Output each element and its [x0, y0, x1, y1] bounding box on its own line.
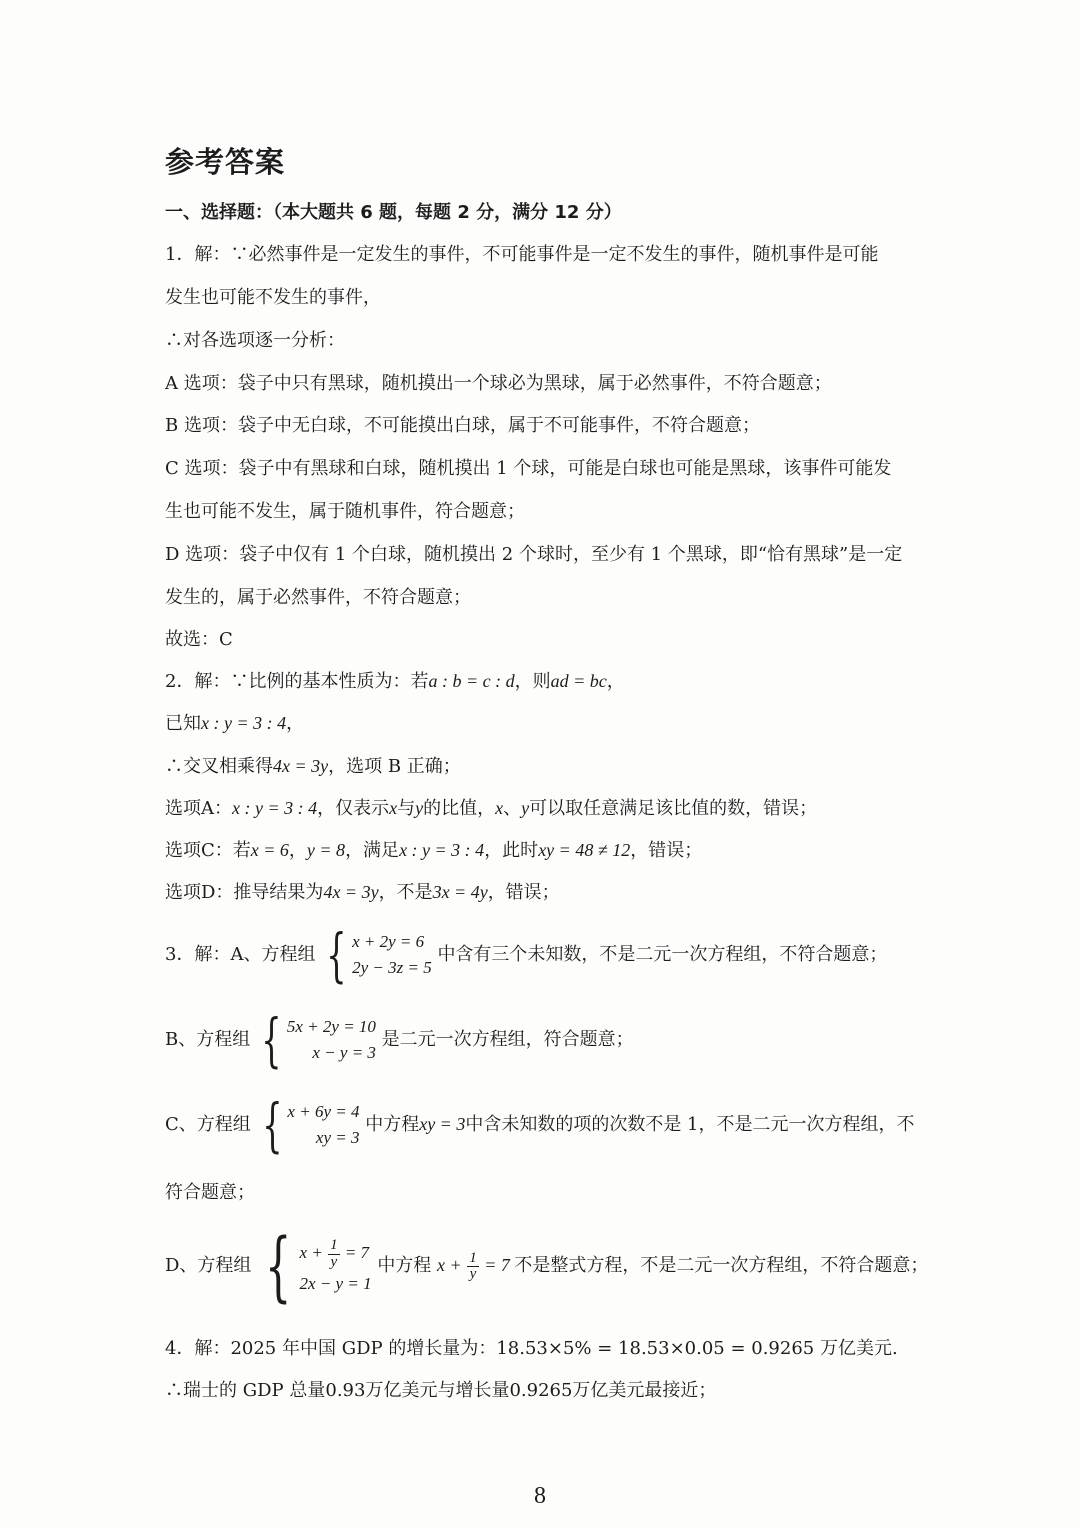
q2-text: ， — [288, 840, 307, 861]
q2-math: 4x = 3y — [323, 882, 379, 902]
q2-text: 已知 — [165, 713, 201, 734]
q2-text: 选项D：推导结果为 — [165, 882, 324, 903]
q2-math: x : y = 3 : 4 — [232, 798, 318, 818]
equation-part: = 7 — [484, 1255, 510, 1275]
q2-math: x = 6 — [250, 840, 289, 860]
fraction-denominator: y — [330, 1253, 338, 1270]
q1-line-3: ∴对各选项逐一分析： — [165, 330, 345, 351]
q1-option-d: D 选项：袋子中仅有 1 个白球，随机摸出 2 个球时，至少有 1 个黑球，即“恰有黑球”是一定 — [165, 544, 903, 565]
q2-text: 选项C：若 — [165, 840, 251, 861]
equation-part: x + — [437, 1255, 462, 1275]
q2-math: 3x = 4y — [432, 882, 488, 902]
q2-text: ，错误； — [487, 882, 560, 903]
section-heading: 一、选择题：（本大题共 6 题，每题 2 分，满分 12 分） — [165, 202, 622, 223]
page-title: 参考答案 — [165, 145, 286, 179]
q2-text: ，仅表示 — [317, 798, 390, 819]
equation-system — [321, 921, 432, 989]
q2-text: ，满足 — [345, 840, 400, 861]
q2-text: ， — [606, 671, 625, 692]
q3-text: 3．解：A、方程组 — [165, 944, 316, 965]
q2-math: y — [521, 798, 530, 818]
q3-text: C、方程组 — [165, 1114, 251, 1135]
q1-option-a: A 选项：袋子中只有黑球，随机摸出一个球必为黑球，属于必然事件，不符合题意； — [165, 373, 832, 394]
q2-text: 与 — [397, 798, 416, 819]
equation-part: = 7 — [344, 1242, 370, 1262]
q3-option-a — [165, 921, 888, 989]
q3-option-b — [165, 1006, 634, 1074]
q2-math: x — [389, 798, 398, 818]
q2-math: x — [495, 798, 504, 818]
q2-math: xy = 48 ≠ 12 — [538, 840, 631, 860]
brace-icon: { — [261, 1006, 282, 1074]
q1-option-d-cont: 发生的，属于必然事件，不符合题意； — [165, 587, 471, 608]
q2-text: 可以取任意满足该比值的数，错误； — [529, 798, 818, 819]
q2-text: 的比值， — [423, 798, 496, 819]
q1-option-b: B 选项：袋子中无白球，不可能摸出白球，属于不可能事件，不符合题意； — [165, 415, 760, 436]
q3-text: 中含未知数的项的次数不是 1，不是二元一次方程组，不 — [465, 1114, 915, 1135]
q2-option-c — [165, 836, 702, 862]
equation: x + 6y = 4 — [287, 1102, 360, 1121]
equation: 5x + 2y = 10 — [286, 1017, 376, 1036]
equation: x − y = 3 — [312, 1043, 376, 1062]
q2-text: 、 — [503, 798, 522, 819]
q3-text: 中方程 — [365, 1114, 420, 1135]
q3-option-d — [165, 1221, 929, 1310]
q1-line-1: 1．解：∵必然事件是一定发生的事件，不可能事件是一定不发生的事件，随机事件是可能 — [165, 244, 879, 265]
equation-system — [256, 1006, 376, 1074]
q2-math: x : y = 3 : 4 — [201, 713, 287, 733]
q2-line-2 — [165, 709, 304, 735]
equation: xy = 3 — [315, 1128, 360, 1147]
fraction-denominator: y — [469, 1266, 477, 1283]
q1-answer: 故选：C — [165, 629, 233, 650]
q2-math: 4x = 3y — [273, 756, 329, 776]
q2-math: y = 8 — [306, 840, 346, 860]
brace-icon: { — [265, 1221, 292, 1310]
q3-option-c — [165, 1091, 915, 1159]
q2-math: y — [415, 798, 424, 818]
equation: 2y − 3z = 5 — [352, 958, 432, 977]
q2-option-d — [165, 878, 560, 904]
q2-math: a : b = c : d — [428, 671, 515, 691]
fraction-numerator: 1 — [469, 1249, 477, 1266]
equation-part: x + — [299, 1242, 323, 1262]
q1-option-c-cont: 生也可能不发生，属于随机事件，符合题意； — [165, 501, 525, 522]
q2-text: ， — [286, 713, 305, 734]
q2-text: ∴交叉相乘得 — [165, 756, 273, 777]
q3-text: 中含有三个未知数，不是二元一次方程组，不符合题意； — [437, 944, 888, 965]
q2-text: 选项A： — [165, 798, 232, 819]
q2-option-a — [165, 794, 817, 820]
page-number: 8 — [534, 1483, 546, 1509]
q2-text: ，此时 — [484, 840, 539, 861]
q2-line-3 — [165, 752, 461, 778]
equation — [300, 1238, 372, 1271]
brace-icon: { — [261, 1091, 283, 1159]
brace-icon: { — [326, 921, 347, 989]
q3-text: 中方程 — [377, 1255, 432, 1276]
q1-option-c: C 选项：袋子中有黑球和白球，随机摸出 1 个球，可能是白球也可能是黑球，该事件可能发 — [165, 458, 892, 479]
equation-system — [257, 1221, 372, 1310]
q2-text: ，不是 — [378, 882, 433, 903]
q3-text: B、方程组 — [165, 1029, 251, 1050]
q3-text: 是二元一次方程组，符合题意； — [381, 1029, 634, 1050]
q2-line-1 — [165, 667, 625, 693]
q3-option-c-cont: 符合题意； — [165, 1182, 255, 1203]
q2-text: ，选项 B 正确； — [328, 756, 461, 777]
q3-text: 不是整式方程，不是二元一次方程组，不符合题意； — [514, 1255, 929, 1276]
equation: 2x − y = 1 — [299, 1274, 372, 1294]
q2-text: 2．解：∵比例的基本性质为：若 — [165, 671, 429, 692]
q2-math: ad = bc — [550, 671, 607, 691]
q2-math: x : y = 3 : 4 — [399, 840, 485, 860]
q4-line-1: 4．解：2025 年中国 GDP 的增长量为：18.53×5% = 18.53×0.05 = 0.9265 万亿美元. — [165, 1338, 898, 1359]
fraction — [328, 1238, 340, 1271]
q4-line-2: ∴瑞士的 GDP 总量0.93万亿美元与增长量0.9265万亿美元最接近； — [165, 1380, 717, 1401]
fraction-numerator: 1 — [330, 1236, 338, 1253]
equation: x + 2y = 6 — [352, 932, 425, 951]
fraction — [467, 1251, 479, 1284]
q3-math — [437, 1249, 514, 1283]
q3-math: xy = 3 — [419, 1114, 466, 1134]
q3-text: D、方程组 — [165, 1255, 252, 1276]
q2-text: ，则 — [514, 671, 551, 692]
equation-system — [257, 1091, 360, 1159]
q1-line-2: 发生也可能不发生的事件， — [165, 287, 381, 308]
q2-text: ，错误； — [630, 840, 703, 861]
